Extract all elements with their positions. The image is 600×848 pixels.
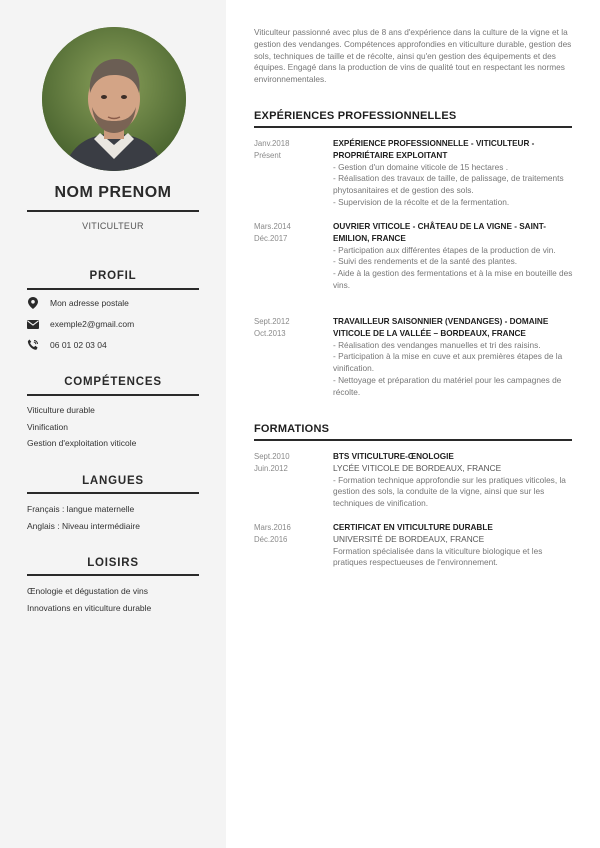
- langues-divider: [27, 492, 199, 494]
- entry-school: UNIVERSITÉ DE BORDEAUX, FRANCE: [333, 533, 485, 544]
- list-item: Viticulture durable: [27, 405, 95, 415]
- loisirs-heading: LOISIRS: [87, 557, 139, 569]
- portrait-illustration: [42, 27, 186, 171]
- entry-line: - Supervision de la récolte et de la fermentation.: [333, 196, 510, 207]
- loisirs-divider: [27, 574, 199, 576]
- formations-heading: FORMATIONS: [254, 423, 330, 435]
- entry-title: CERTIFICAT EN VITICULTURE DURABLE: [333, 523, 493, 532]
- langues-heading: LANGUES: [82, 475, 144, 487]
- entry-school: LYCÉE VITICOLE DE BORDEAUX, FRANCE: [333, 462, 502, 473]
- address-text: Mon adresse postale: [50, 298, 129, 308]
- list-item: Gestion d'exploitation viticole: [27, 438, 137, 448]
- profil-heading: PROFIL: [89, 270, 137, 282]
- date-end: Présent: [254, 150, 281, 160]
- entry-line: - Participation aux différentes étapes de la production de vin.: [333, 244, 556, 255]
- list-item: Anglais : Niveau intermédiaire: [27, 520, 140, 531]
- competences-divider: [27, 394, 199, 396]
- location-pin-icon: [27, 297, 39, 309]
- date-start: Mars.2016: [254, 523, 291, 532]
- sidebar: [0, 0, 226, 848]
- contact-email[interactable]: [27, 318, 134, 330]
- entry-title: OUVRIER VITICOLE - CHÂTEAU DE LA VIGNE - SAINT-EMILION, FRANCE: [333, 222, 547, 243]
- entry-line: - Suivi des rendements et de la santé des plantes.: [333, 256, 518, 267]
- loisirs-list: [27, 583, 151, 616]
- entry-content: [333, 316, 573, 399]
- competences-list: [27, 402, 136, 452]
- entry-content: [333, 451, 573, 510]
- date-start: Mars.2014: [254, 222, 291, 231]
- entry-dates: [254, 522, 326, 546]
- candidate-name: NOM PRENOM: [54, 184, 172, 201]
- date-start: Janv.2018: [254, 139, 290, 148]
- date-end: Oct.2013: [254, 328, 286, 338]
- entry-line: - Réalisation des travaux de taille, de palissage, de traitements phytosanitaires et de gestion des sols.: [333, 173, 564, 196]
- profile-summary: Viticulteur passionné avec plus de 8 ans d'expérience dans la culture de la vigne et la gestion des vendanges. Compétences approfondies en viticulture durable, gestion des sols, techniques de taille et de récolte, ainsi qu'en gestion des équipements et des équipes. Engagé dans la production de vins de qualité tout en respectant les normes environnementales.: [254, 27, 572, 85]
- list-item: Œnologie et dégustation de vins: [27, 586, 148, 596]
- entry-line: - Réalisation des vendanges manuelles et tri des raisins.: [333, 339, 541, 350]
- name-divider: [27, 210, 199, 212]
- date-end: Déc.2017: [254, 233, 288, 243]
- entry-dates: [254, 451, 326, 475]
- date-end: Juin.2012: [254, 463, 288, 473]
- entry-dates: [254, 316, 326, 340]
- job-title: VITICULTEUR: [82, 221, 144, 231]
- date-end: Déc.2016: [254, 534, 288, 544]
- entry-title: TRAVAILLEUR SAISONNIER (VENDANGES) - DOMAINE VITICOLE DE LA VALLÉE – BORDEAUX, FRANCE: [333, 317, 549, 338]
- envelope-icon: [27, 318, 39, 330]
- list-item: Innovations en viticulture durable: [27, 602, 152, 613]
- phone-icon: [27, 339, 39, 351]
- entry-dates: [254, 221, 326, 245]
- date-start: Sept.2012: [254, 317, 290, 326]
- entry-content: [333, 522, 573, 569]
- date-start: Sept.2010: [254, 452, 290, 461]
- entry-title: EXPÉRIENCE PROFESSIONNELLE - VITICULTEUR - PROPRIÉTAIRE EXPLOITANT: [333, 139, 535, 160]
- langues-list: [27, 501, 140, 534]
- list-item: Vinification: [27, 421, 68, 432]
- entry-dates: [254, 138, 326, 162]
- entry-line: - Formation technique approfondie sur les pratiques viticoles, la gestion des sols, la conduite de la vigne, ainsi que sur les techniques de vinification.: [333, 474, 566, 509]
- entry-title: BTS VITICULTURE-ŒNOLOGIE: [333, 452, 454, 461]
- experiences-divider: [254, 126, 572, 128]
- entry-content: [333, 138, 573, 209]
- entry-line: Formation spécialisée dans la viticulture biologique et les pratiques respectueuses de l'environnement.: [333, 545, 543, 568]
- entry-content: [333, 221, 573, 292]
- list-item: Français : langue maternelle: [27, 504, 135, 514]
- entry-line: - Participation à la mise en cuve et aux premières étapes de la vinification.: [333, 351, 563, 374]
- entry-line: - Nettoyage et préparation du matériel pour les campagnes de récolte.: [333, 374, 562, 397]
- experiences-heading: EXPÉRIENCES PROFESSIONNELLES: [254, 110, 457, 122]
- email-text[interactable]: exemple2@gmail.com: [50, 319, 135, 329]
- entry-line: - Gestion d'un domaine viticole de 15 hectares .: [333, 161, 508, 172]
- profile-photo: [42, 27, 186, 171]
- contact-phone[interactable]: [27, 339, 107, 351]
- entry-line: - Aide à la gestion des fermentations et à la mise en bouteille des vins.: [333, 268, 573, 290]
- phone-text[interactable]: 06 01 02 03 04: [50, 340, 107, 350]
- profil-divider: [27, 288, 199, 290]
- contact-address: [27, 297, 129, 309]
- competences-heading: COMPÉTENCES: [64, 376, 162, 388]
- formations-divider: [254, 439, 572, 441]
